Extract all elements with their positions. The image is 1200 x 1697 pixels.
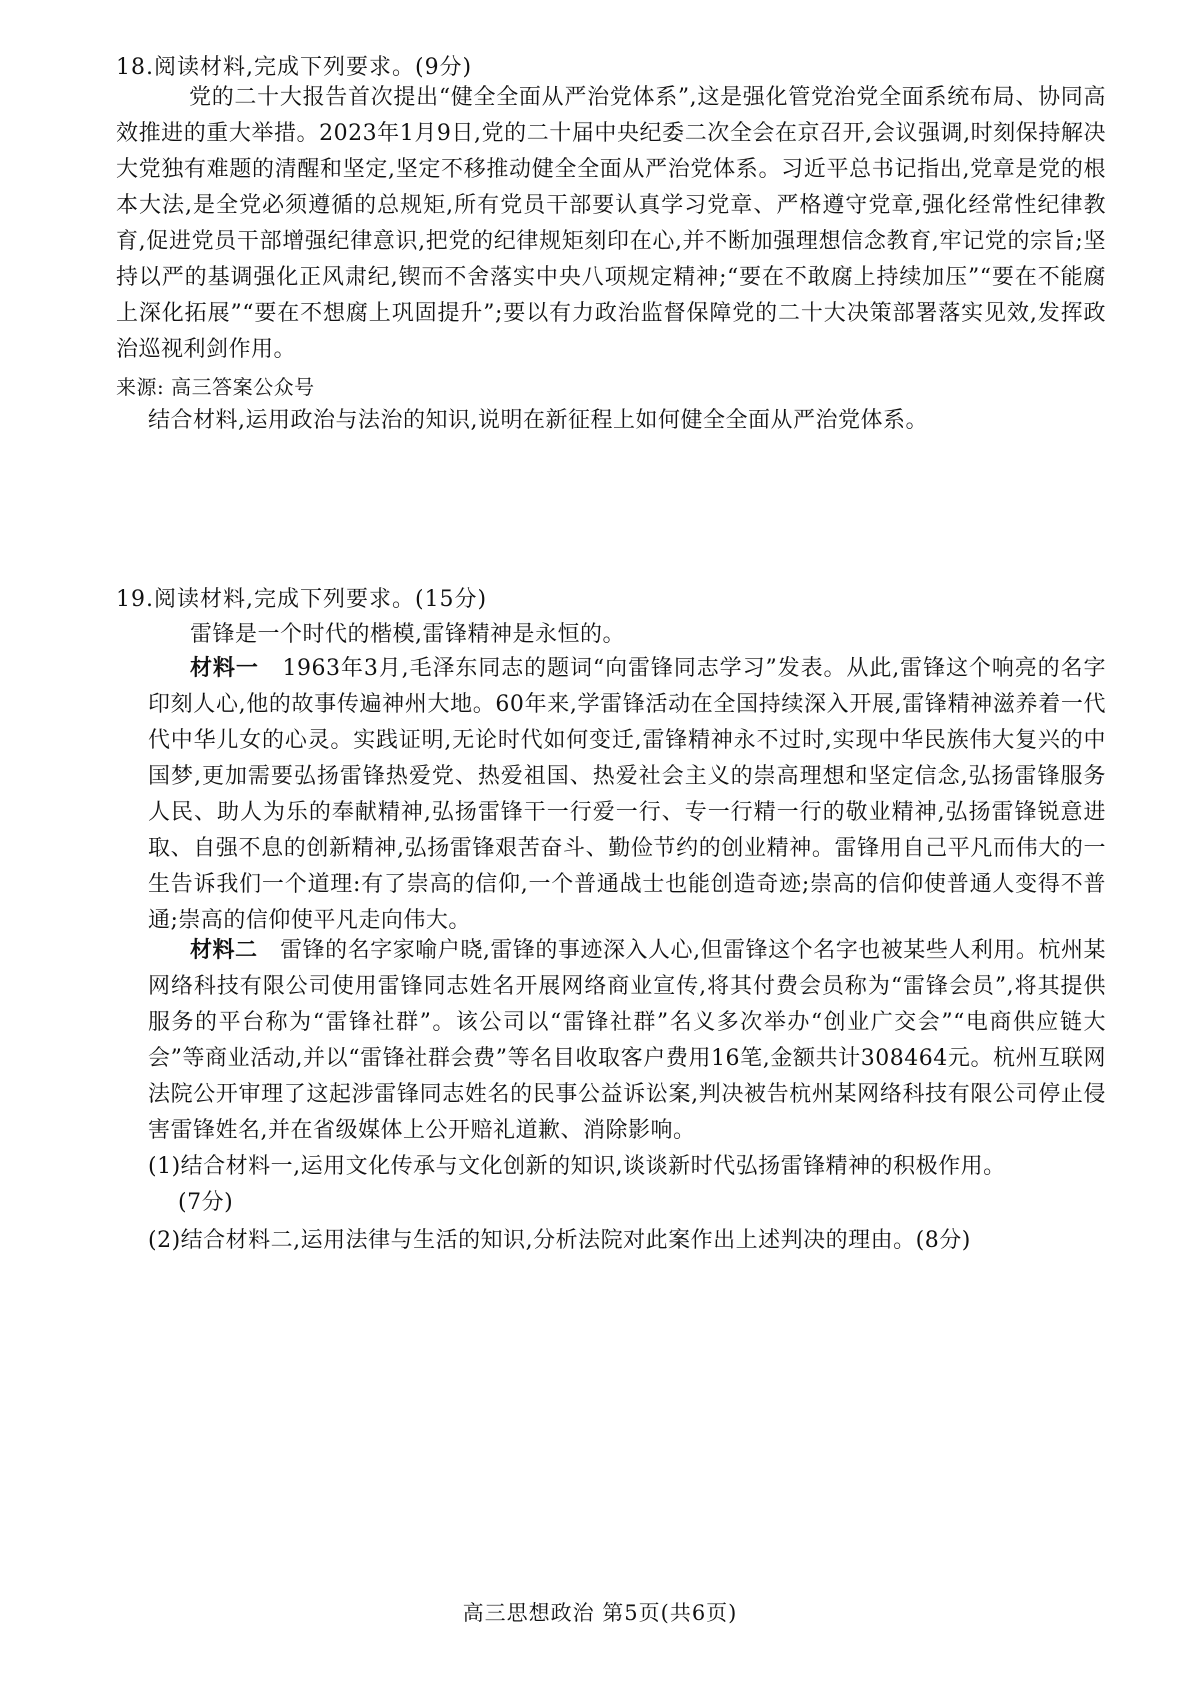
q18-heading: 18.阅读材料,完成下列要求。(9分) (116, 55, 473, 80)
page-footer: 高三思想政治 第5页(共6页) (462, 1601, 738, 1625)
q19-heading: 19.阅读材料,完成下列要求。(15分) (116, 587, 488, 612)
q18-source-note: 来源: 高三答案公众号 (116, 375, 315, 399)
q18-material: 党的二十大报告首次提出“健全全面从严治党体系”,这是强化管党治党全面系统布局、协同高效推进的重大举措。2023年1月9日,党的二十届中央纪委二次全会在京召开,会议强调,时刻保持解决大党独有难题的清醒和坚定,坚定不移推动健全全面从严治党体系。习近平总书记指出,党章是党的根本大法,是全党必须遵循的总规矩,所有党员干部要认真学习党章、严格遵守党章,强化经常性纪律教育,促进党员干部增强纪律意识,把党的纪律规矩刻印在心,并不断加强理想信念教育,牢记党的宗旨;坚持以严的基调强化正风肃纪,锲而不舍落实中央八项规定精神;“要在不敢腐上持续加压”“要在不能腐上深化拓展”“要在不想腐上巩固提升”;要以有力政治监督保障党的二十大决策部署落实见效,发挥政治巡视利剑作用。 (116, 85, 1106, 362)
q19-material-one (148, 650, 1106, 939)
q19-intro: 雷锋是一个时代的楷模,雷锋精神是永恒的。 (190, 622, 625, 647)
material-one-text: 1963年3月,毛泽东同志的题词“向雷锋同志学习”发表。从此,雷锋这个响亮的名字印刻人心,他的故事传遍神州大地。60年来,学雷锋活动在全国持续深入开展,雷锋精神滋养着一代代中华儿女的心灵。实践证明,无论时代如何变迁,雷锋精神永不过时,实现中华民族伟大复兴的中国梦,更加需要弘扬雷锋热爱党、热爱祖国、热爱社会主义的崇高理想和坚定信念,弘扬雷锋服务人民、助人为乐的奉献精神,弘扬雷锋干一行爱一行、专一行精一行的敬业精神,弘扬雷锋锐意进取、自强不息的创新精神,弘扬雷锋艰苦奋斗、勤俭节约的创业精神。雷锋用自己平凡而伟大的一生告诉我们一个道理:有了崇高的信仰,一个普通战士也能创造奇迹;崇高的信仰使普通人变得不普通;崇高的信仰使平凡走向伟大。 (148, 656, 1106, 933)
material-one-label: 材料一 (190, 655, 259, 681)
q19-sub-question-1-score: (7分) (178, 1190, 234, 1215)
material-two-text: 雷锋的名字家喻户晓,雷锋的事迹深入人心,但雷锋这个名字也被某些人利用。杭州某网络科技有限公司使用雷锋同志姓名开展网络商业宣传,将其付费会员称为“雷锋会员”,将其提供服务的平台称为“雷锋社群”。该公司以“雷锋社群”名义多次举办“创业广交会”“电商供应链大会”等商业活动,并以“雷锋社群会费”等名目收取客户费用16笔,金额共计308464元。杭州互联网法院公开审理了这起涉雷锋同志姓名的民事公益诉讼案,判决被告杭州某网络科技有限公司停止侵害雷锋姓名,并在省级媒体上公开赔礼道歉、消除影响。 (148, 938, 1106, 1143)
material-two-label: 材料二 (190, 937, 258, 963)
q19-sub-question-1: (1)结合材料一,运用文化传承与文化创新的知识,谈谈新时代弘扬雷锋精神的积极作用。 (148, 1154, 1006, 1179)
q19-sub-question-2: (2)结合材料二,运用法律与生活的知识,分析法院对此案作出上述判决的理由。(8分) (148, 1228, 971, 1253)
q18-task: 结合材料,运用政治与法治的知识,说明在新征程上如何健全全面从严治党体系。 (148, 408, 928, 433)
q19-material-two (148, 932, 1106, 1149)
